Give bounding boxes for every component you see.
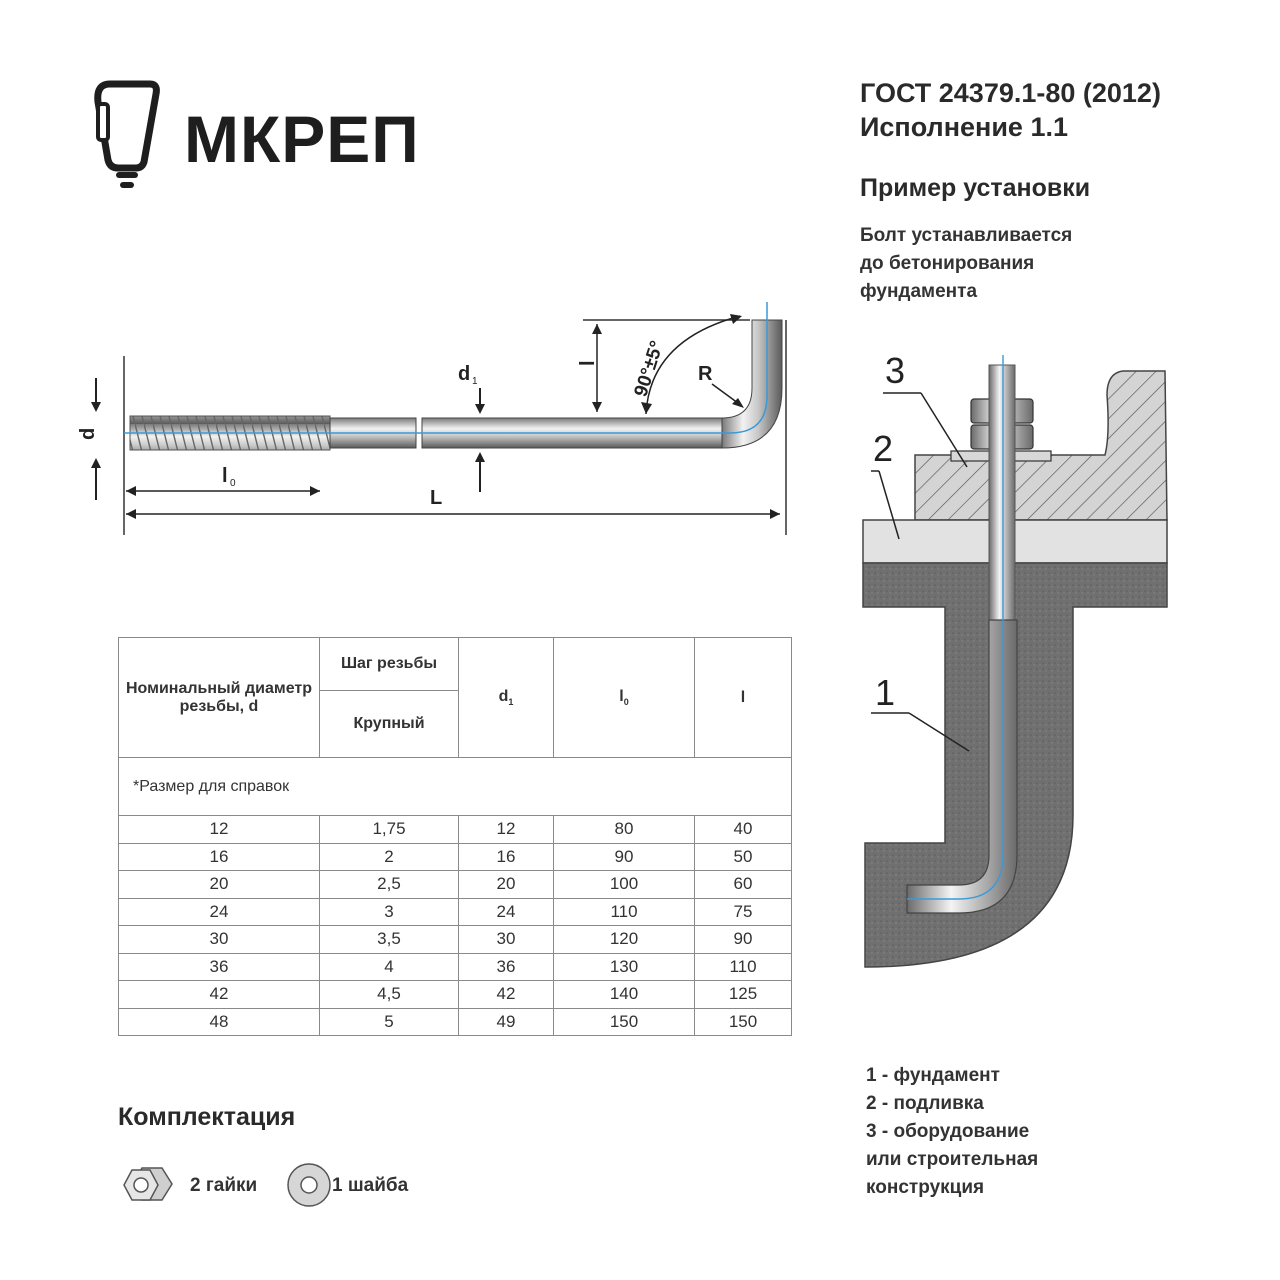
carabiner-icon [92, 78, 182, 198]
dim-d1-sub: 1 [472, 376, 478, 387]
dim-L-label: L [430, 487, 443, 509]
install-description [860, 222, 1160, 306]
gost-header [860, 76, 1161, 144]
install-desc-line: до бетонирования [860, 253, 1035, 274]
table-row: 36 4 36 130 110 [119, 953, 792, 981]
legend [866, 1062, 1038, 1202]
legend-item-1: 1 - фундамент [866, 1065, 1000, 1086]
callout-1: 1 [875, 672, 896, 713]
legend-item-3: 3 - оборудование [866, 1121, 1030, 1142]
col-header-d1: $d_1$ [459, 638, 554, 758]
spec-table [118, 637, 792, 1036]
nuts-icon [120, 1160, 182, 1210]
col-header-coarse: Крупный [320, 691, 459, 758]
dim-l0-label: l [222, 465, 228, 487]
col-header-pitch: Шаг резьбы [320, 638, 459, 691]
install-desc-line: фундамента [860, 281, 978, 302]
legend-item-2: 2 - подливка [866, 1093, 984, 1114]
install-title: Пример установки [860, 174, 1091, 202]
callout-2: 2 [873, 428, 894, 469]
install-desc-line: Болт устанавливается [860, 225, 1073, 246]
washer-icon [284, 1160, 334, 1210]
dim-l0-sub: 0 [230, 478, 236, 489]
kit-contents [120, 1160, 450, 1210]
brand-name: МКРЕП [184, 102, 420, 176]
gost-variant: Исполнение 1.1 [860, 112, 1068, 142]
callout-3: 3 [885, 355, 906, 391]
col-header-l: l [695, 638, 792, 758]
dim-d1-label: d [458, 363, 471, 385]
table-row: 20 2,5 20 100 60 [119, 871, 792, 899]
dim-l-label: l [577, 360, 599, 366]
table-row: 48 5 49 150 150 [119, 1008, 792, 1036]
gost-standard: ГОСТ 24379.1-80 (2012) [860, 78, 1161, 108]
table-row: 24 3 24 110 75 [119, 898, 792, 926]
dim-d-label: d [77, 427, 99, 440]
installation-drawing [855, 355, 1185, 985]
legend-item-3-line2: или строительная [866, 1149, 1039, 1170]
dim-R-label: R [698, 363, 713, 385]
kit-title: Комплектация [118, 1103, 296, 1131]
dim-angle-label: 90°±5° [630, 338, 669, 400]
table-row: 30 3,5 30 120 90 [119, 926, 792, 954]
col-header-l0: $l_0$ [554, 638, 695, 758]
table-note: *Размер для справок [119, 758, 792, 816]
bolt-technical-drawing [0, 280, 820, 550]
table-row: 12 1,75 12 80 40 [119, 816, 792, 844]
kit-nuts-label: 2 гайки [190, 1175, 258, 1196]
kit-washer-label: 1 шайба [332, 1175, 409, 1196]
table-row: 42 4,5 42 140 125 [119, 981, 792, 1009]
col-header-diameter: Номинальный диаметр резьбы, d [119, 638, 320, 758]
table-row: 16 2 16 90 50 [119, 843, 792, 871]
brand-logo [92, 78, 452, 198]
legend-item-3-line3: конструкция [866, 1177, 985, 1198]
